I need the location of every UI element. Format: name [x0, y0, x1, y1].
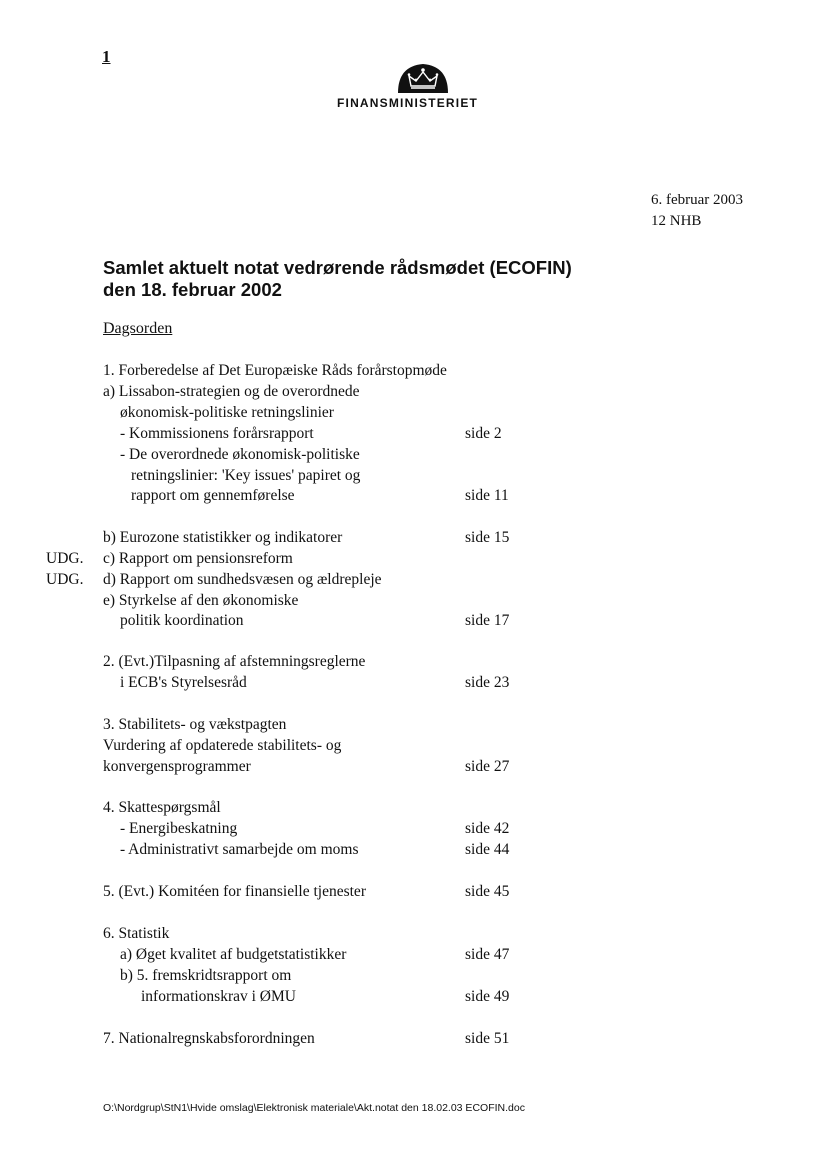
agenda-line: retningslinier: 'Key issues' papiret og: [131, 467, 361, 484]
title-line-1: Samlet aktuelt notat vedrørende rådsmødet (ECOFIN): [103, 257, 572, 278]
agenda-line: 2. (Evt.)Tilpasning af afstemningsreglerne: [103, 653, 366, 670]
page-reference: side 51: [465, 1030, 510, 1047]
page-reference: side 17: [465, 612, 510, 629]
agenda-line: b) Eurozone statistikker og indikatorer: [103, 529, 343, 546]
agenda-line: e) Styrkelse af den økonomiske: [103, 592, 299, 609]
ministry-name: FINANSMINISTERIET: [337, 96, 479, 110]
document-date: 6. februar 2003: [651, 192, 744, 208]
agenda-heading: Dagsorden: [103, 320, 173, 337]
page-reference: side 11: [465, 487, 509, 504]
page-reference: side 45: [465, 883, 510, 900]
page-reference: side 15: [465, 529, 510, 546]
agenda-line: b) 5. fremskridtsrapport om: [120, 967, 292, 984]
agenda-line: 4. Skattespørgsmål: [103, 799, 221, 816]
page-reference: side 49: [465, 988, 510, 1005]
agenda-line: - Administrativt samarbejde om moms: [120, 841, 359, 858]
crown-emblem-icon: [396, 62, 450, 94]
agenda-line: c) Rapport om pensionsreform: [103, 550, 293, 567]
agenda-line: i ECB's Styrelsesråd: [120, 674, 247, 691]
agenda-line: 5. (Evt.) Komitéen for finansielle tjenester: [103, 883, 366, 900]
udg-margin-note: UDG.: [46, 571, 84, 588]
agenda-line: d) Rapport om sundhedsvæsen og ældrepleje: [103, 571, 382, 588]
document-reference: 12 NHB: [651, 213, 702, 229]
agenda-line: 1. Forberedelse af Det Europæiske Råds forårstopmøde: [103, 362, 447, 379]
agenda-line: 3. Stabilitets- og vækstpagten: [103, 716, 287, 733]
title-line-2: den 18. februar 2002: [103, 279, 282, 300]
udg-margin-note: UDG.: [46, 550, 84, 567]
agenda-line: 7. Nationalregnskabsforordningen: [103, 1030, 315, 1047]
footer-file-path: O:\Nordgrup\StN1\Hvide omslag\Elektronisk materiale\Akt.notat den 18.02.03 ECOFIN.doc: [103, 1102, 525, 1114]
agenda-line: konvergensprogrammer: [103, 758, 251, 775]
agenda-line: informationskrav i ØMU: [141, 988, 296, 1005]
page-reference: side 44: [465, 841, 510, 858]
document-date-block: [651, 190, 743, 232]
page-reference: side 2: [465, 425, 502, 442]
document-title: [103, 257, 663, 301]
agenda-line: a) Lissabon-strategien og de overordnede: [103, 383, 360, 400]
agenda-line: politik koordination: [120, 612, 244, 629]
agenda-line: økonomisk-politiske retningslinier: [120, 404, 334, 421]
page-reference: side 42: [465, 820, 510, 837]
agenda-line: - Energibeskatning: [120, 820, 238, 837]
agenda-line: Vurdering af opdaterede stabilitets- og: [103, 737, 342, 754]
page-reference: side 27: [465, 758, 510, 775]
agenda-line: rapport om gennemførelse: [131, 487, 295, 504]
page-number: 1: [102, 47, 111, 66]
page-reference: side 23: [465, 674, 510, 691]
agenda-line: 6. Statistik: [103, 925, 170, 942]
agenda-line: - Kommissionens forårsrapport: [120, 425, 314, 442]
page-reference: side 47: [465, 946, 510, 963]
agenda-line: - De overordnede økonomisk-politiske: [120, 446, 360, 463]
agenda-line: a) Øget kvalitet af budgetstatistikker: [120, 946, 347, 963]
